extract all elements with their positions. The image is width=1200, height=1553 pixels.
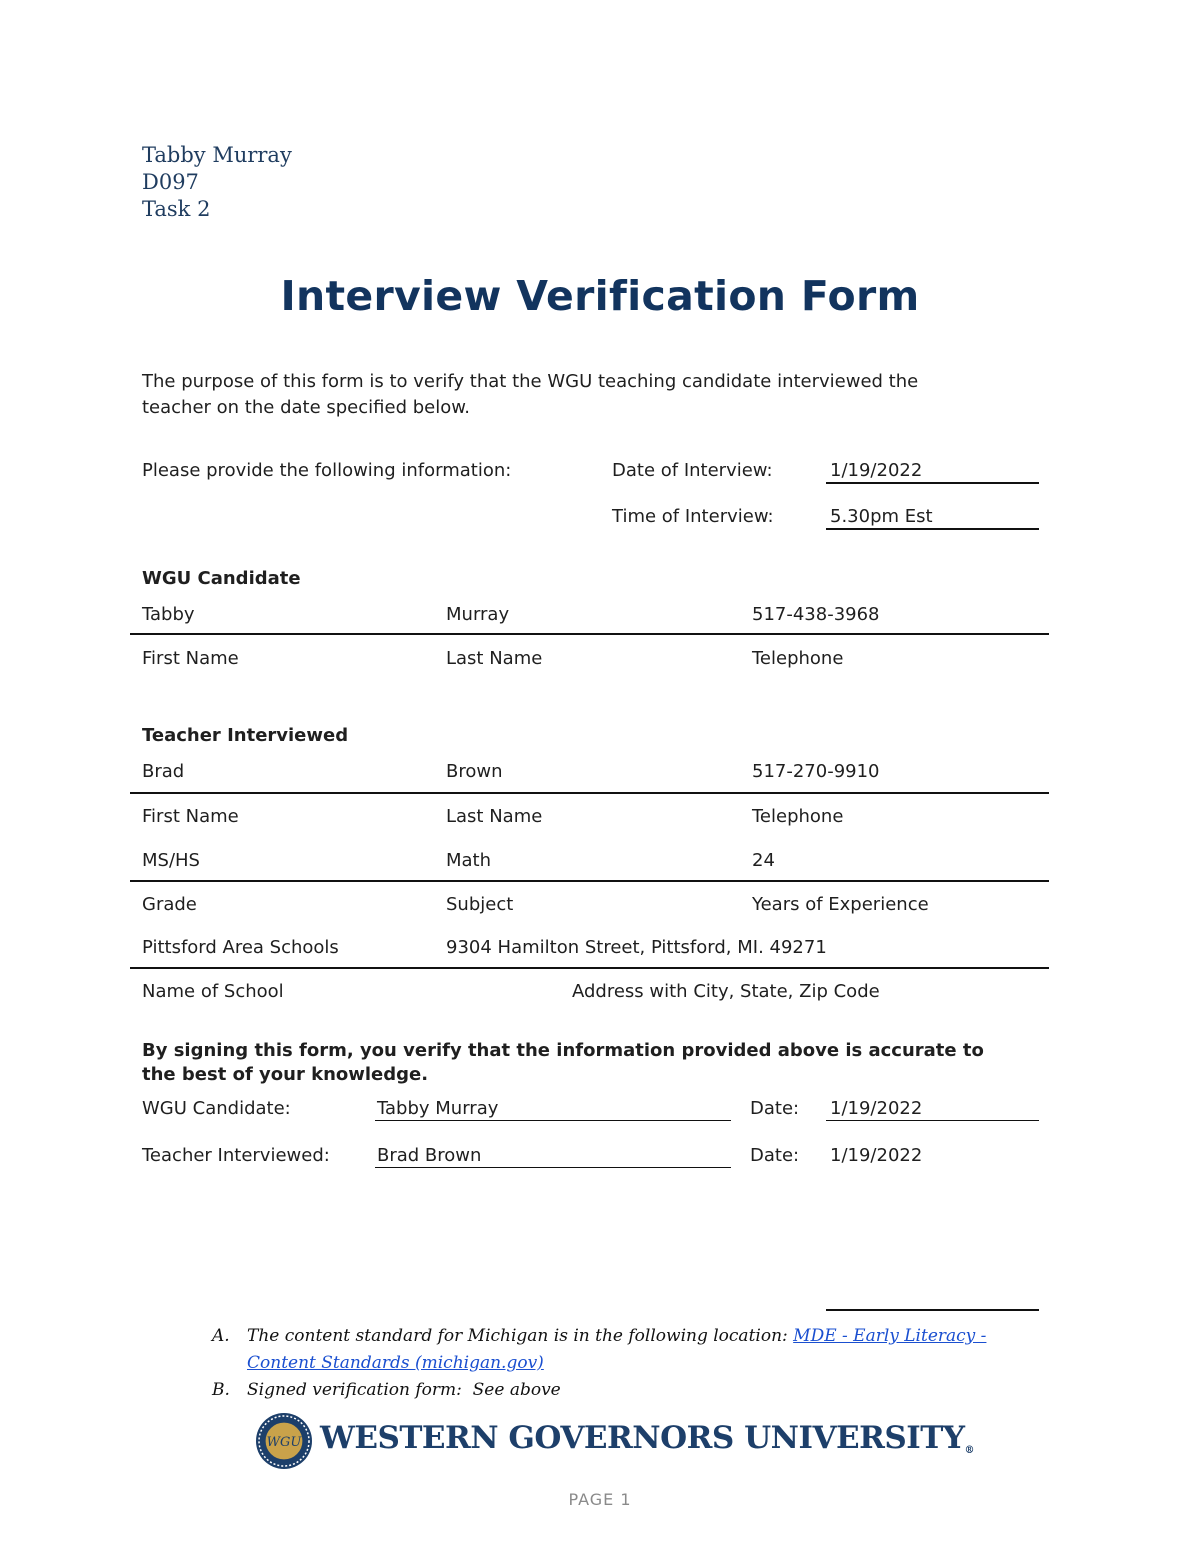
footnote-b-value: See above: [472, 1380, 561, 1400]
candidate-signature-underline: [375, 1120, 731, 1121]
teacher-telephone[interactable]: 517-270-9910: [752, 761, 880, 782]
author-name: Tabby Murray: [142, 143, 292, 167]
purpose-line-1: The purpose of this form is to verify that the WGU teaching candidate interviewed the: [142, 371, 919, 392]
teacher-signature-label: Teacher Interviewed:: [142, 1145, 330, 1166]
teacher-signature-underline: [375, 1167, 731, 1168]
footnote-a-marker: A.: [212, 1326, 230, 1346]
standards-link-part-1[interactable]: MDE - Early Literacy -: [793, 1326, 987, 1346]
date-of-interview-underline: [826, 482, 1039, 484]
school-name-label: Name of School: [142, 981, 284, 1002]
candidate-signature-label: WGU Candidate:: [142, 1098, 291, 1119]
wgu-logo: [254, 1410, 974, 1472]
teacher-date-value[interactable]: 1/19/2022: [830, 1145, 923, 1166]
teacher-years-label: Years of Experience: [752, 894, 929, 915]
candidate-date-underline: [826, 1120, 1039, 1121]
footnote-b: [247, 1380, 561, 1400]
page-title: Interview Verification Form: [280, 272, 920, 320]
provide-info-label: Please provide the following information:: [142, 460, 512, 481]
school-rule: [130, 967, 1049, 969]
task-label: Task 2: [142, 197, 211, 221]
footnote-a-text: The content standard for Michigan is in the following location:: [247, 1326, 788, 1346]
footnote-a: [247, 1326, 986, 1346]
teacher-subject-label: Subject: [446, 894, 514, 915]
teacher-telephone-label: Telephone: [752, 806, 844, 827]
teacher-subject[interactable]: Math: [446, 850, 492, 871]
teacher-years[interactable]: 24: [752, 850, 775, 871]
footnote-b-marker: B.: [212, 1380, 230, 1400]
candidate-heading: WGU Candidate: [142, 568, 301, 589]
candidate-telephone[interactable]: 517-438-3968: [752, 604, 880, 625]
candidate-rule: [130, 633, 1049, 635]
page-number: PAGE 1: [568, 1490, 632, 1509]
teacher-date-label: Date:: [750, 1145, 800, 1166]
candidate-last-name[interactable]: Murray: [446, 604, 510, 625]
teacher-signature-value[interactable]: Brad Brown: [377, 1145, 482, 1166]
wgu-seal-icon: [254, 1411, 314, 1471]
teacher-grade[interactable]: MS/HS: [142, 850, 200, 871]
time-of-interview-value[interactable]: 5.30pm Est: [830, 506, 933, 527]
teacher-last-name-label: Last Name: [446, 806, 543, 827]
standards-link-part-2[interactable]: Content Standards (michigan.gov): [247, 1353, 544, 1373]
time-of-interview-label: Time of Interview:: [612, 506, 774, 527]
school-address-label: Address with City, State, Zip Code: [572, 981, 880, 1002]
candidate-date-value[interactable]: 1/19/2022: [830, 1098, 923, 1119]
school-name[interactable]: Pittsford Area Schools: [142, 937, 339, 958]
candidate-date-label: Date:: [750, 1098, 800, 1119]
wgu-wordmark-text: WESTERN GOVERNORS UNIVERSITY: [320, 1420, 965, 1456]
wgu-wordmark: [320, 1420, 974, 1456]
candidate-last-name-label: Last Name: [446, 648, 543, 669]
school-address[interactable]: 9304 Hamilton Street, Pittsford, MI. 49271: [446, 937, 827, 958]
teacher-name-rule: [130, 792, 1049, 794]
verify-statement-line-2: the best of your knowledge.: [142, 1064, 429, 1085]
date-of-interview-value[interactable]: 1/19/2022: [830, 460, 923, 481]
teacher-grade-rule: [130, 880, 1049, 882]
footnote-separator: [826, 1309, 1039, 1311]
course-code: D097: [142, 170, 199, 194]
footnote-b-text: Signed verification form:: [247, 1380, 462, 1400]
trademark-symbol: ®: [964, 1445, 974, 1456]
candidate-first-name[interactable]: Tabby: [142, 604, 195, 625]
teacher-heading: Teacher Interviewed: [142, 725, 349, 746]
teacher-last-name[interactable]: Brown: [446, 761, 503, 782]
seal-text: WGU: [266, 1435, 302, 1450]
candidate-first-name-label: First Name: [142, 648, 239, 669]
time-of-interview-underline: [826, 528, 1039, 530]
teacher-first-name-label: First Name: [142, 806, 239, 827]
verify-statement-line-1: By signing this form, you verify that the information provided above is accurate to: [142, 1040, 984, 1061]
purpose-line-2: teacher on the date specified below.: [142, 397, 471, 418]
teacher-first-name[interactable]: Brad: [142, 761, 185, 782]
date-of-interview-label: Date of Interview:: [612, 460, 773, 481]
candidate-telephone-label: Telephone: [752, 648, 844, 669]
candidate-signature-value[interactable]: Tabby Murray: [377, 1098, 499, 1119]
teacher-grade-label: Grade: [142, 894, 197, 915]
